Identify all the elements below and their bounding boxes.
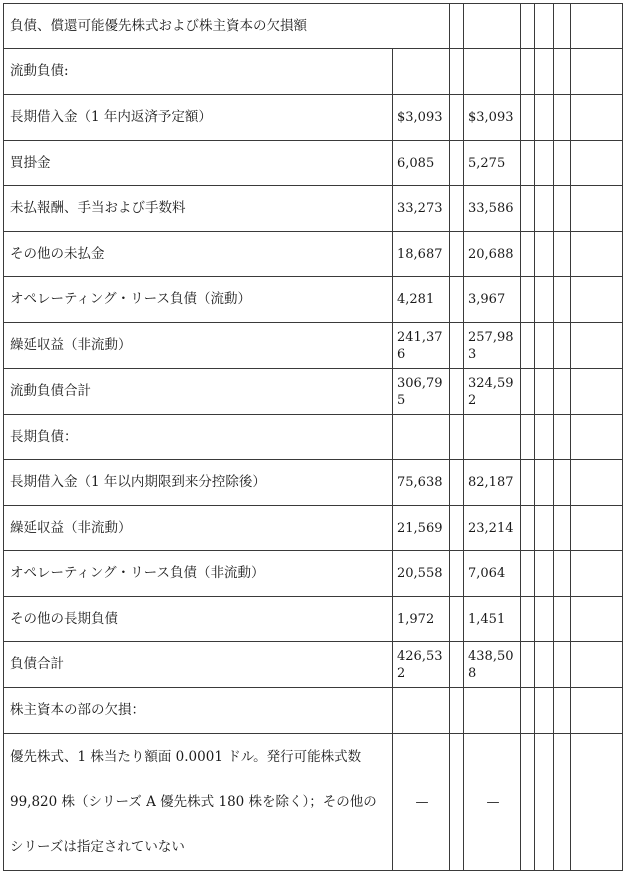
empty-cell [554, 415, 571, 460]
empty-cell [571, 688, 623, 734]
row-label: 優先株式、1 株当たり額面 0.0001 ドル。発行可能株式数 99,820 株（シリーズ A 優先株式 180 株を除く）；その他のシリーズは指定されていない [4, 734, 393, 871]
table-row [4, 734, 623, 871]
row-label: オペレーティング・リース負債（非流動） [4, 551, 393, 597]
value-prior: 82,187 [464, 460, 521, 506]
value-current: 241,376 [393, 323, 450, 369]
empty-cell [571, 734, 623, 871]
empty-cell [571, 323, 623, 369]
spacer-cell [450, 277, 464, 323]
empty-cell [571, 551, 623, 597]
table-row [4, 597, 623, 642]
empty-cell [535, 642, 554, 688]
empty-cell [571, 506, 623, 551]
empty-cell [535, 597, 554, 642]
empty-cell [535, 277, 554, 323]
table-row [4, 277, 623, 323]
empty-cell [571, 277, 623, 323]
table-row [4, 232, 623, 277]
table-row [4, 141, 623, 186]
value-current: 4,281 [393, 277, 450, 323]
spacer-cell [521, 4, 535, 49]
value-prior: 20,688 [464, 232, 521, 277]
empty-cell [571, 369, 623, 415]
empty-cell [571, 49, 623, 95]
spacer-cell [521, 734, 535, 871]
spacer-cell [521, 688, 535, 734]
value-current: — [393, 734, 450, 871]
value-prior: 5,275 [464, 141, 521, 186]
empty-cell [535, 186, 554, 232]
row-label: 負債合計 [4, 642, 393, 688]
table-row [4, 95, 623, 141]
empty-cell [571, 232, 623, 277]
value-current: 20,558 [393, 551, 450, 597]
value-current [393, 688, 450, 734]
empty-cell [535, 141, 554, 186]
empty-cell [571, 95, 623, 141]
table-row [4, 642, 623, 688]
row-label: オペレーティング・リース負債（流動） [4, 277, 393, 323]
spacer-cell [521, 369, 535, 415]
row-label: 繰延収益（非流動） [4, 506, 393, 551]
empty-cell [571, 141, 623, 186]
value-current: 21,569 [393, 506, 450, 551]
empty-cell [554, 642, 571, 688]
value-current: 18,687 [393, 232, 450, 277]
spacer-cell [450, 551, 464, 597]
value-current: 75,638 [393, 460, 450, 506]
empty-cell [554, 460, 571, 506]
spacer-cell [450, 642, 464, 688]
spacer-cell [521, 642, 535, 688]
value-current: 33,273 [393, 186, 450, 232]
table-row [4, 415, 623, 460]
empty-cell [554, 734, 571, 871]
row-label: 長期借入金（1 年内返済予定額） [4, 95, 393, 141]
row-label: 未払報酬、手当および手数料 [4, 186, 393, 232]
row-label: 買掛金 [4, 141, 393, 186]
table-row [4, 186, 623, 232]
value-prior: — [464, 734, 521, 871]
empty-cell [554, 369, 571, 415]
spacer-cell [521, 277, 535, 323]
spacer-cell [521, 460, 535, 506]
table-row [4, 551, 623, 597]
empty-cell [535, 232, 554, 277]
empty-cell [554, 95, 571, 141]
spacer-cell [450, 95, 464, 141]
balance-sheet-table [3, 3, 623, 871]
empty-cell [535, 49, 554, 95]
empty-cell [554, 597, 571, 642]
empty-cell [554, 49, 571, 95]
spacer-cell [450, 415, 464, 460]
value-prior [464, 688, 521, 734]
spacer-cell [450, 4, 464, 49]
empty-cell [535, 460, 554, 506]
empty-cell [535, 551, 554, 597]
empty-cell [535, 4, 554, 49]
value-prior: 1,451 [464, 597, 521, 642]
spacer-cell [450, 460, 464, 506]
empty-cell [554, 277, 571, 323]
empty-cell [571, 460, 623, 506]
empty-cell [571, 642, 623, 688]
spacer-cell [521, 415, 535, 460]
value-prior: 33,586 [464, 186, 521, 232]
value-prior: 7,064 [464, 551, 521, 597]
value-current: 1,972 [393, 597, 450, 642]
empty-cell [535, 734, 554, 871]
spacer-cell [450, 141, 464, 186]
value-current: 6,085 [393, 141, 450, 186]
value-current: 426,532 [393, 642, 450, 688]
empty-cell [571, 186, 623, 232]
empty-cell [554, 141, 571, 186]
row-label: 繰延収益（非流動） [4, 323, 393, 369]
empty-cell [554, 688, 571, 734]
value-prior: 438,508 [464, 642, 521, 688]
spacer-cell [450, 734, 464, 871]
table-row [4, 506, 623, 551]
value-prior: $3,093 [464, 95, 521, 141]
spacer-cell [521, 141, 535, 186]
value-current: 306,795 [393, 369, 450, 415]
row-label: その他の長期負債 [4, 597, 393, 642]
value-prior [464, 415, 521, 460]
empty-cell [554, 232, 571, 277]
spacer-cell [450, 232, 464, 277]
empty-cell [554, 551, 571, 597]
spacer-cell [450, 186, 464, 232]
row-label: その他の未払金 [4, 232, 393, 277]
value-current: $3,093 [393, 95, 450, 141]
row-label: 長期借入金（1 年以内期限到来分控除後） [4, 460, 393, 506]
spacer-cell [450, 49, 464, 95]
table-row [4, 323, 623, 369]
empty-cell [554, 4, 571, 49]
row-label: 流動負債: [4, 49, 393, 95]
empty-cell [535, 95, 554, 141]
empty-cell [535, 688, 554, 734]
empty-cell [535, 323, 554, 369]
empty-cell [571, 415, 623, 460]
value-prior: 257,983 [464, 323, 521, 369]
value-prior [464, 49, 521, 95]
row-label: 株主資本の部の欠損： [4, 688, 393, 734]
value-current [393, 415, 450, 460]
row-label: 流動負債合計 [4, 369, 393, 415]
empty-cell [464, 4, 521, 49]
row-label: 長期負債： [4, 415, 393, 460]
empty-cell [571, 4, 623, 49]
spacer-cell [450, 597, 464, 642]
spacer-cell [450, 323, 464, 369]
table-header-row [4, 4, 623, 49]
spacer-cell [521, 597, 535, 642]
spacer-cell [521, 506, 535, 551]
value-prior: 3,967 [464, 277, 521, 323]
spacer-cell [521, 232, 535, 277]
table-title: 負債、償還可能優先株式および株主資本の欠損額 [4, 4, 450, 49]
spacer-cell [450, 688, 464, 734]
spacer-cell [521, 95, 535, 141]
spacer-cell [450, 369, 464, 415]
value-current [393, 49, 450, 95]
spacer-cell [450, 506, 464, 551]
empty-cell [571, 597, 623, 642]
spacer-cell [521, 186, 535, 232]
spacer-cell [521, 551, 535, 597]
table-row [4, 49, 623, 95]
empty-cell [535, 506, 554, 551]
empty-cell [535, 369, 554, 415]
spacer-cell [521, 49, 535, 95]
empty-cell [535, 415, 554, 460]
empty-cell [554, 323, 571, 369]
table-row [4, 688, 623, 734]
value-prior: 324,592 [464, 369, 521, 415]
value-prior: 23,214 [464, 506, 521, 551]
empty-cell [554, 186, 571, 232]
spacer-cell [521, 323, 535, 369]
table-row [4, 369, 623, 415]
table-row [4, 460, 623, 506]
empty-cell [554, 506, 571, 551]
